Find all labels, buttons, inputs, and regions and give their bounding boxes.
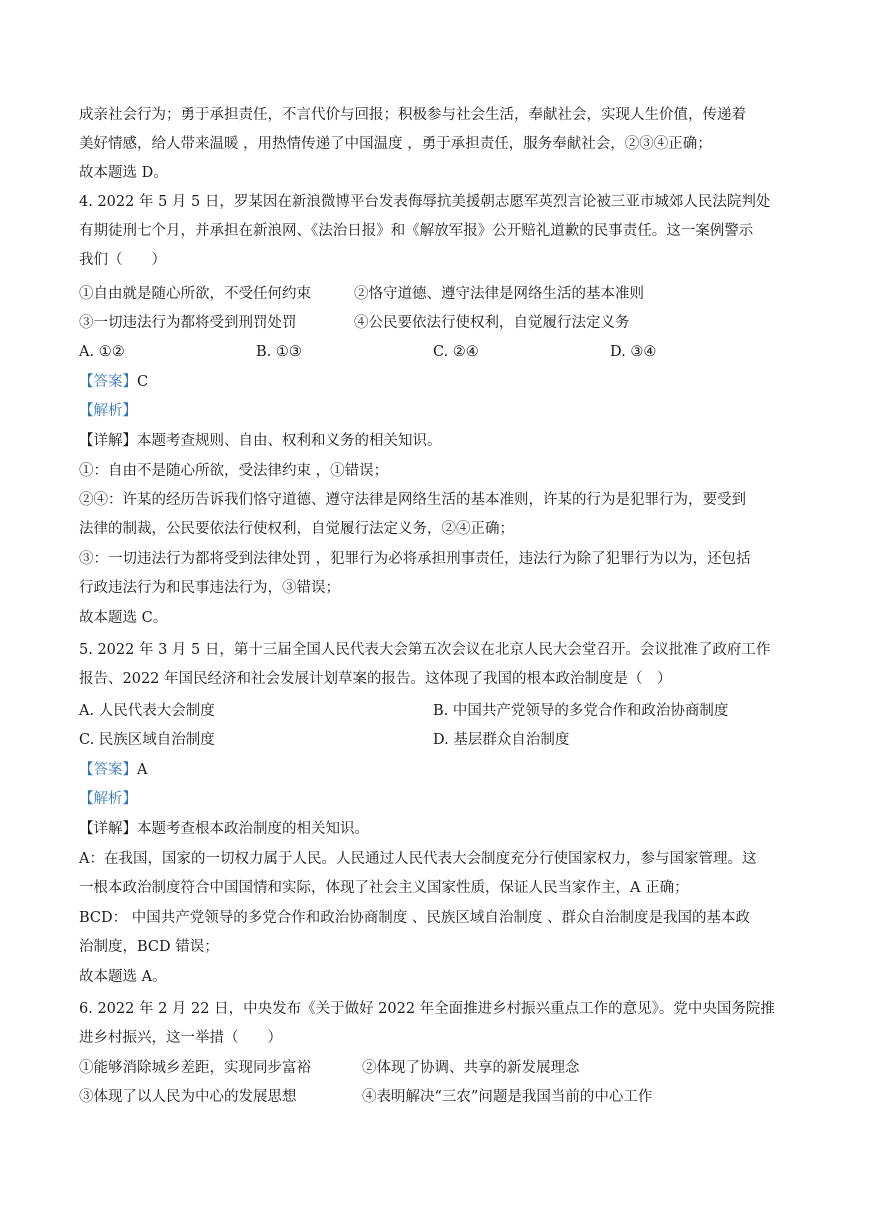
q5-analysis-label: 【解析】 bbox=[79, 791, 137, 807]
q5-options-row-2 bbox=[79, 730, 799, 750]
q4-answer-value: C bbox=[137, 374, 149, 390]
intro-line-1: 成亲社会行为；勇于承担责任，不言代价与回报；积极参与社会生活，奉献社会，实现人生价值，传递着 bbox=[79, 107, 746, 123]
q6-statement-2: ②体现了协调、共享的新发展理念 bbox=[362, 1060, 580, 1076]
q4-explain-2b: 法律的制裁，公民要依法行使权利，自觉履行法定义务，②④正确； bbox=[79, 521, 514, 537]
q4-option-b: B. ①③ bbox=[256, 344, 302, 360]
q4-analysis-label: 【解析】 bbox=[79, 403, 137, 419]
q5-option-b: B. 中国共产党领导的多党合作和政治协商制度 bbox=[433, 703, 729, 719]
q5-option-d: D. 基层群众自治制度 bbox=[433, 732, 570, 748]
intro-conclusion: 故本题选 D。 bbox=[79, 165, 168, 181]
q6-statements-row-2 bbox=[79, 1087, 799, 1107]
q5-conclusion: 故本题选 A。 bbox=[79, 969, 167, 985]
q4-option-c: C. ②④ bbox=[433, 344, 479, 360]
q4-explain-3b: 行政违法行为和民事违法行为，③错误； bbox=[79, 580, 340, 596]
q4-statement-4: ④公民要依法行使权利，自觉履行法定义务 bbox=[354, 315, 630, 331]
q4-detail: 【详解】本题考查规则、自由、权利和义务的相关知识。 bbox=[79, 433, 442, 449]
q6-statement-3: ③体现了以人民为中心的发展思想 bbox=[79, 1089, 297, 1105]
q5-answer-label: 【答案】 bbox=[79, 762, 137, 778]
q4-statement-2: ②恪守道德、遵守法律是网络生活的基本准则 bbox=[354, 286, 644, 302]
q6-statement-4: ④表明解决“三农”问题是我国当前的中心工作 bbox=[362, 1089, 653, 1105]
q4-answer-label: 【答案】 bbox=[79, 374, 137, 390]
q4-answer bbox=[79, 372, 799, 392]
q5-explain-2a: BCD： 中国共产党领导的多党合作和政治协商制度 、民族区域自治制度 、群众自治制度是我国的基本政 bbox=[79, 910, 750, 926]
q4-option-a: A. ①② bbox=[79, 344, 125, 360]
q4-stem-line-1: 4. 2022 年 5 月 5 日，罗某因在新浪微博平台发表侮辱抗美援朝志愿军英烈言论被三亚市城郊人民法院判处 bbox=[79, 194, 771, 210]
q5-answer-value: A bbox=[137, 762, 148, 778]
q6-stem-line-2: 进乡村振兴，这一举措（ ） bbox=[79, 1030, 282, 1046]
q5-explain-1a: A：在我国，国家的一切权力属于人民。人民通过人民代表大会制度充分行使国家权力，参与国家管理。这 bbox=[79, 851, 757, 867]
q4-explain-3a: ③：一切违法行为都将受到法律处罚 ，犯罪行为必将承担刑事责任，违法行为除了犯罪行为以为，还包括 bbox=[79, 551, 751, 567]
q6-statements-row-1 bbox=[79, 1058, 799, 1078]
q5-explain-2b: 治制度，BCD 错误； bbox=[79, 939, 219, 955]
q5-options-row-1 bbox=[79, 701, 799, 721]
q4-statements-row-1 bbox=[79, 284, 799, 304]
q4-conclusion: 故本题选 C。 bbox=[79, 610, 168, 626]
q4-statement-1: ①自由就是随心所欲，不受任何约束 bbox=[79, 286, 311, 302]
q5-stem-line-1: 5. 2022 年 3 月 5 日，第十三届全国人民代表大会第五次会议在北京人民大会堂召开。会议批准了政府工作 bbox=[79, 642, 771, 658]
q5-answer bbox=[79, 760, 799, 780]
q6-stem-line-1: 6. 2022 年 2 月 22 日，中央发布《关于做好 2022 年全面推进乡村振兴重点工作的意见》。党中央国务院推 bbox=[79, 1001, 775, 1017]
q4-statement-3: ③一切违法行为都将受到刑罚处罚 bbox=[79, 315, 297, 331]
q5-explain-1b: 一根本政治制度符合中国国情和实际，体现了社会主义国家性质，保证人民当家作主，A 正确； bbox=[79, 880, 689, 896]
q4-stem-line-2: 有期徒刑七个月，并承担在新浪网、《法治日报》和《解放军报》公开赔礼道歉的民事责任。这一案例警示 bbox=[79, 223, 754, 239]
intro-line-2: 美好情感，给人带来温暖 ，用热情传递了中国温度 ，勇于承担责任，服务奉献社会，②③④正确； bbox=[79, 136, 712, 152]
q5-option-a: A. 人民代表大会制度 bbox=[79, 703, 215, 719]
q5-detail: 【详解】本题考查根本政治制度的相关知识。 bbox=[79, 821, 369, 837]
q4-stem-line-3: 我们（ ） bbox=[79, 252, 166, 268]
q5-option-c: C. 民族区域自治制度 bbox=[79, 732, 215, 748]
q4-explain-2a: ②④：许某的经历告诉我们恪守道德、遵守法律是网络生活的基本准则，许某的行为是犯罪行为，要受到 bbox=[79, 492, 746, 508]
q5-stem-line-2: 报告、2022 年国民经济和社会发展计划草案的报告。这体现了我国的根本政治制度是（ ） bbox=[79, 671, 672, 687]
q4-options bbox=[79, 342, 799, 362]
q6-statement-1: ①能够消除城乡差距，实现同步富裕 bbox=[79, 1060, 311, 1076]
q4-option-d: D. ③④ bbox=[610, 344, 657, 360]
q4-explain-1: ①：自由不是随心所欲，受法律约束 ，①错误； bbox=[79, 463, 389, 479]
q4-statements-row-2 bbox=[79, 313, 799, 333]
